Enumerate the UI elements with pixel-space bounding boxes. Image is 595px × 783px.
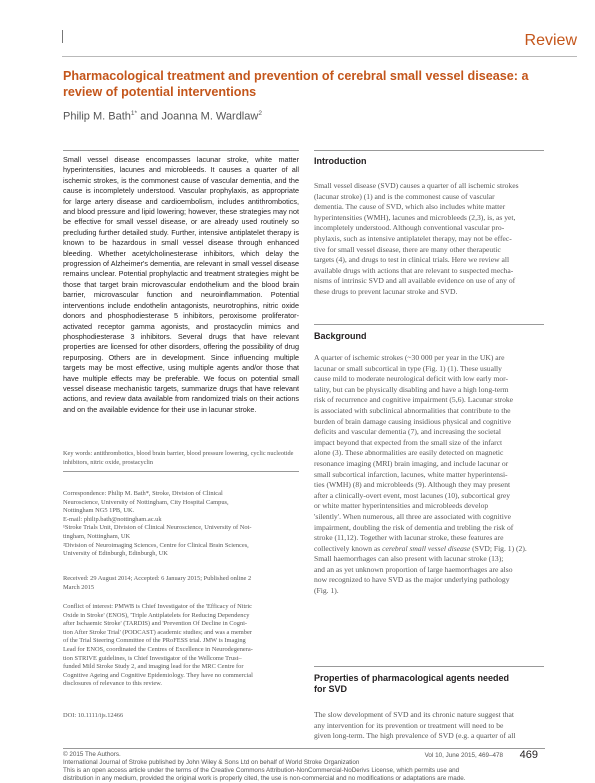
copyright-line: © 2015 The Authors. — [63, 751, 121, 758]
author-name: Joanna M. Wardlaw — [161, 110, 259, 123]
section-heading-introduction: Introduction — [314, 156, 367, 166]
text-line: or white matter hyperintensities and microbleeds develop — [314, 501, 489, 511]
text-line: hyperintensities (WMH), lacunes and microbleeds (2,3), is, as yet, — [314, 212, 516, 222]
author-affiliation-mark: 2 — [258, 110, 262, 117]
conflict-line: disclosures of relevance to this review. — [63, 680, 162, 688]
heading-line: for SVD — [314, 684, 348, 694]
conflict-of-interest — [63, 603, 299, 689]
header-rule — [62, 56, 577, 57]
affiliation-line: ²Division of Neuroimaging Sciences, Centre for Clinical Brain Sciences, — [63, 541, 249, 549]
text-span: collectively known as — [314, 543, 383, 553]
text-line: nisms of intrinsic SVD and all available evidence on use of any of — [314, 276, 516, 286]
volume-info: Vol 10, June 2015, 469–478 — [424, 752, 503, 759]
author-connector: and — [140, 110, 159, 123]
text-line: cause mild to moderate neurological deficit with low early mor- — [314, 374, 509, 384]
conflict-line: after Ischaemic Stroke' (TARDIS) and 'Prevention Of Decline in Cogni- — [63, 620, 248, 628]
text-line: lacunar or small subcortical in type (Fig. 1) (1). These usually — [314, 363, 502, 373]
publisher-line: International Journal of Stroke published by John Wiley & Sons Ltd on behalf of World Stroke Organization — [63, 759, 360, 766]
keywords-label: Key words: — [63, 450, 93, 457]
text-line — [314, 544, 544, 555]
text-line: these drugs to prevent lacunar stroke and SVD. — [314, 286, 458, 296]
term-italic: cerebral small vessel disease — [382, 543, 471, 553]
properties-text — [314, 710, 544, 742]
heading-line: Properties of pharmacological agents needed — [314, 673, 510, 683]
abstract-bottom-rule — [63, 471, 299, 472]
text-line: resonance imaging (MRI) brain imaging, and include lacunar or — [314, 458, 509, 468]
text-span: (SVD; Fig. 1) (2). — [470, 543, 527, 553]
conflict-line: tion STRIVE guidelines, is Chief Investigator of the Wellcome Trust– — [63, 654, 242, 662]
correspondence-line: Correspondence: Philip M. Bath*, Stroke, Division of Clinical — [63, 490, 223, 497]
text-line: dementia. The cause of SVD, which also includes white matter — [314, 202, 506, 212]
page-number: 469 — [519, 749, 538, 761]
author-affiliation-mark: 1* — [130, 110, 138, 117]
correspondence-line: Nottingham NG5 1PB, UK. — [63, 507, 135, 515]
conflict-line: Lead for ENOS, coordinated the Centres of Excellence in Neurodegenera- — [63, 645, 253, 653]
introduction-text — [314, 181, 544, 298]
background-text — [314, 353, 544, 597]
text-line: tality, but can be physically disabling and have a high long-term — [314, 384, 509, 394]
keywords-list: antithrombotics, blood brain barrier, blood pressure lowering, cyclic nucleotide inhibitors, nitric oxide, prostacyclin — [63, 450, 294, 466]
author-name: Philip M. Bath — [63, 110, 131, 123]
abstract-top-rule — [63, 150, 299, 151]
text-line: after a clinically-overt event, most lacunes (10), subcortical grey — [314, 490, 511, 500]
properties-rule — [314, 666, 544, 667]
section-heading-background: Background — [314, 331, 367, 341]
text-line: is associated with subclinical abnormalities that contribute to the — [314, 405, 511, 415]
text-line: risk of recurrence and cognitive impairment (5,6). Lacunar stroke — [314, 395, 514, 405]
text-line: Small haemorrhages can also present with lacunar stroke (13); — [314, 554, 504, 564]
conflict-line: Oxide in Stroke' (ENOS), 'Triple Antiplatelets for Reducing Dependency — [63, 611, 250, 619]
text-line: The slow development of SVD and its chronic nature suggest that — [314, 710, 514, 719]
text-line: and an as yet unknown proportion of large haemorrhages are also — [314, 564, 513, 574]
conflict-line: of the Trial Steering Committee of the PRoFESS trial. JMW is Imaging — [63, 637, 246, 645]
text-line: small subcortical infarction, lacunes, white matter hyperintensi- — [314, 469, 508, 479]
article-title: Pharmacological treatment and prevention of cerebral small vessel disease: a review of potential interventions — [63, 69, 529, 99]
license-line: This is an open access article under the terms of the Creative Commons Attribution-NonCommercial-NoDerivs License, which permits use and — [63, 767, 460, 774]
text-line: (lacunar stroke) (1) and is the commonest cause of vascular — [314, 191, 495, 201]
text-line: given long-term. The high prevalence of SVD (e.g. a quarter of all — [314, 731, 516, 741]
intro-rule — [314, 150, 544, 151]
affiliation-line: University of Edinburgh, Edinburgh, UK — [63, 550, 168, 558]
correspondence-line: Neuroscience, University of Nottingham, City Hospital Campus, — [63, 498, 229, 506]
correspondence-email: E-mail: philip.bath@nottingham.ac.uk — [63, 515, 162, 523]
abstract-text: Small vessel disease encompasses lacunar stroke, white matter hyperintensities, lacunes and microbleeds. It causes a quarter of all ischemic strokes, is the commonest cause of vascular dementia, and the cause is incompletely understood. Vascular prophylaxis, as appropriate for large artery disease and cardioembolism, includes antithrombotics, and blood pressure and lipid lowering; however, these strategies may not be effective for small vessel disease, or are already used routinely so precluding further detailed study. Further, intensive antiplatelet therapy is known to be hazardous in small vessel disease through enhanced bleeding. Whether acetylcholinesterase inhibitors, which delay the progression of Alzheimer's dementia, are relevant in small vessel disease remains unclear. Potential prophylactic and treatment strategies might be those that target brain microvascular endothelium and the blood brain barrier, microvascular function and neuroinflammation. Potential interventions include endothelin antagonists, neurotrophins, nitric oxide donors and phosphodiesterase 5 inhibitors, peroxisome proliferator-activated receptor gamma agonists, and prostacyclin mimics and phosphodiesterase 3 inhibitors. Several drugs that have relevant properties are licensed for other disorders, offering the possibility of drug repurposing. Others are in development. Since influencing multiple targets may be most effective, using multiple agents and/or those that have multiple effects may be preferable. We focus on potential small vessel disease mechanistic targets, summarize drugs that have relevant actions, and review data available from randomized trials on their actions and on the available evidence for their use in lacunar stroke. — [63, 155, 299, 414]
text-line: targets (4), and drugs to test in clinical trials. Here we review all — [314, 255, 510, 265]
text-line: incompletely understood. Although conventional vascular pro- — [314, 223, 505, 233]
license-line: distribution in any medium, provided the original work is properly cited, the use is non-commercial and no modifications or adaptations are made. — [63, 775, 466, 782]
text-line: 'silently'. When numerous, all three are associated with cognitive — [314, 511, 512, 521]
dates-block — [63, 575, 299, 592]
correspondence-block — [63, 490, 299, 559]
affiliation-line: tingham, Nottingham, UK — [63, 532, 131, 540]
doi: DOI: 10.1111/ijs.12466 — [63, 712, 124, 719]
keywords — [63, 450, 299, 467]
text-line: deficits and vascular dementia (7), and increasing the societal — [314, 427, 502, 437]
conflict-line: Conflict of interest: PMWB is Chief Investigator of the 'Efficacy of Nitric — [63, 603, 252, 610]
text-line: impairment, doubling the risk of dementia and trebling the risk of — [314, 522, 514, 532]
conflict-line: Cognitive Ageing and Cognitive Epidemiology. They have no commercial — [63, 671, 253, 679]
text-line: burden of brain damage causing insidious physical and cognitive — [314, 416, 511, 426]
text-line: ties (WMH) (8) and microbleeds (9). Although they may present — [314, 480, 511, 490]
text-line: alone (3). These abnormalities are easily detected on magnetic — [314, 448, 504, 458]
text-line: phylaxis, such as intensive antiplatelet therapy, may not be effec- — [314, 233, 512, 243]
conflict-line: funded Mild Stroke Study 2, and imaging lead for the MRC Centre for — [63, 663, 244, 671]
dates-line: March 2015 — [63, 583, 95, 591]
footer-rule — [63, 748, 545, 749]
author-list — [63, 110, 262, 123]
text-line: available drugs with actions that are relevant to suspected mecha- — [314, 265, 514, 275]
text-line: impact beyond that expected from the small size of the infarct — [314, 437, 503, 447]
background-rule — [314, 324, 544, 325]
text-line: now recognized to have SVD as the major underlying pathology — [314, 575, 510, 585]
section-heading-properties — [314, 673, 544, 695]
affiliation-line: ¹Stroke Trials Unit, Division of Clinical Neuroscience, University of Not- — [63, 524, 252, 532]
text-line: A quarter of ischemic strokes (~30 000 per year in the UK) are — [314, 353, 505, 362]
text-line: stroke (11,12). Together with lacunar stroke, these features are — [314, 533, 504, 543]
conflict-line: tion After Stroke Trial' (PODCAST) academic studies; and was a member — [63, 628, 252, 636]
dates-line: Received: 29 August 2014; Accepted: 6 January 2015; Published online 2 — [63, 575, 252, 582]
text-line: Small vessel disease (SVD) causes a quarter of all ischemic strokes — [314, 181, 519, 190]
crop-mark — [62, 30, 63, 43]
text-line: tive for small vessel disease, there are many other therapeutic — [314, 244, 501, 254]
section-label: Review — [524, 32, 577, 49]
text-line: any intervention for its prevention or treatment will need to be — [314, 720, 504, 730]
text-line: (Fig. 1). — [314, 586, 339, 596]
